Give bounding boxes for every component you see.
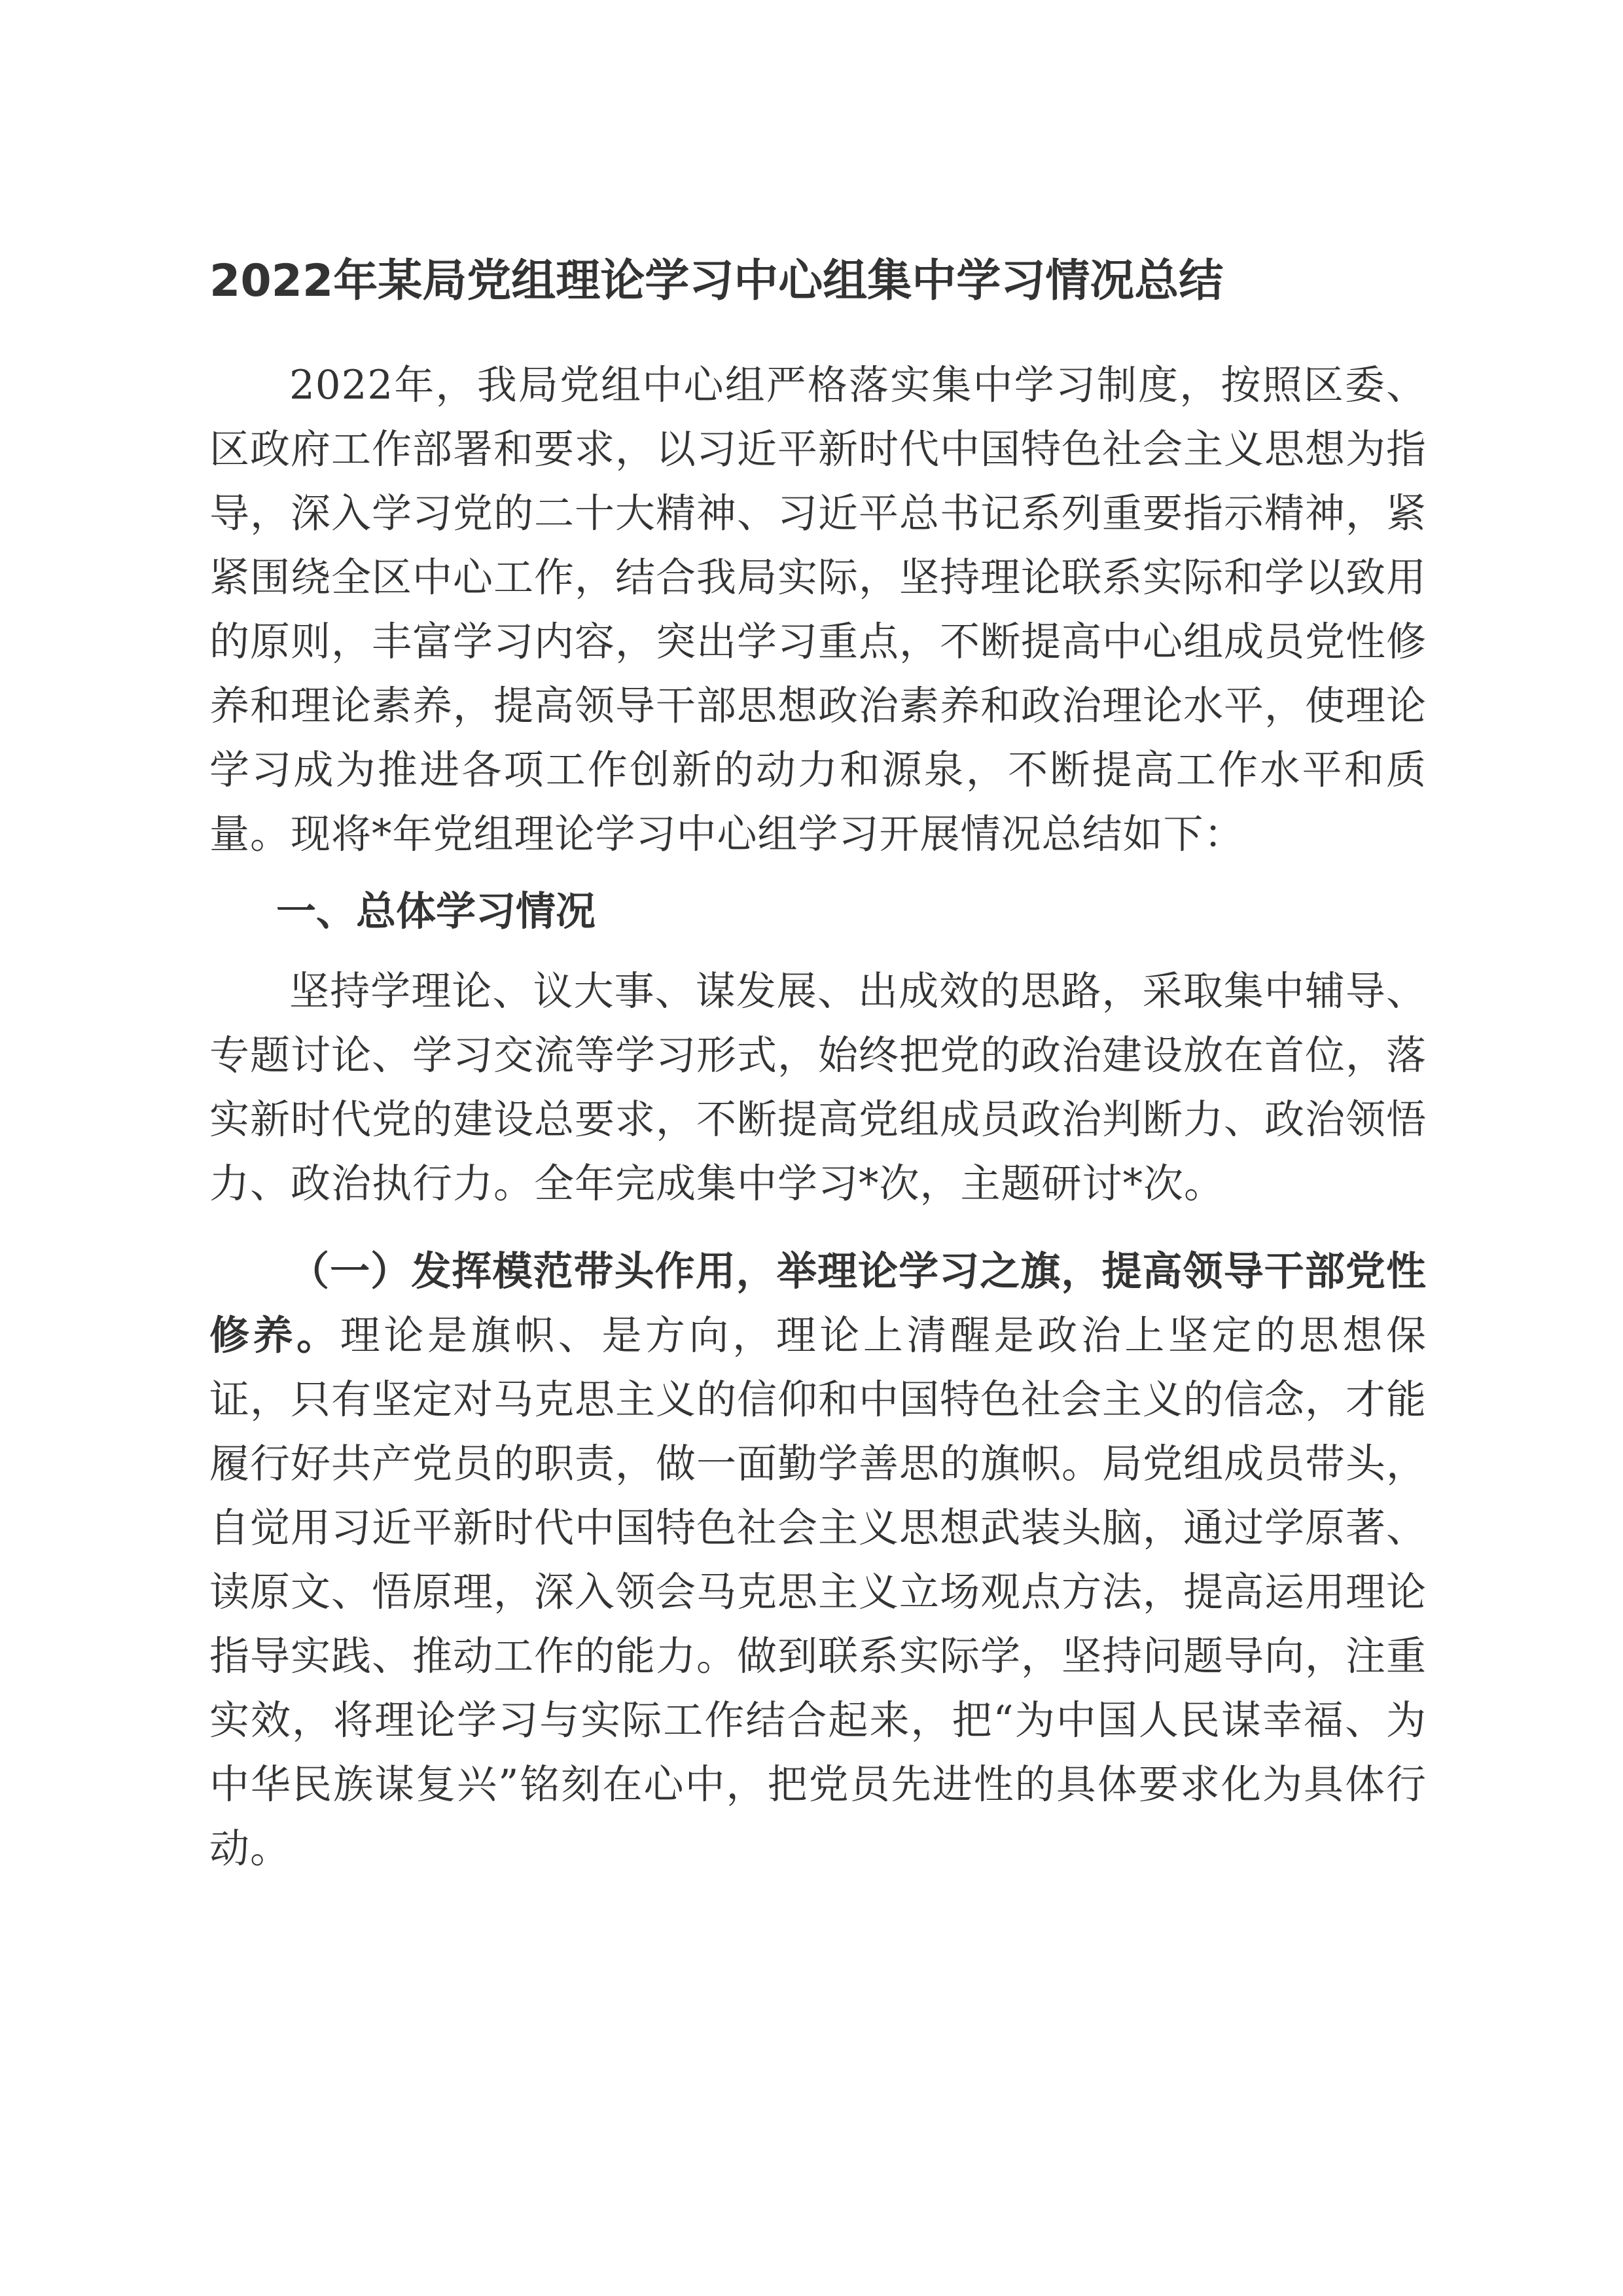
subsection-lead-1: （一）发挥模范带头作用，举理论学习之旗，提高领导干部党性修养。 (209, 1248, 1427, 1359)
document-title: 2022年某局党组理论学习中心组集中学习情况总结 (209, 255, 1224, 307)
subsection-body-1: 理论是旗帜、是方向，理论上清醒是政治上坚定的思想保证，只有坚定对马克思主义的信仰和中国特色社会主义的信念，才能履行好共产党员的职责，做一面勤学善思的旗帜。局党组成员带头，自觉用习近平新时代中国特色社会主义思想武装头脑，通过学原著、读原文、悟原理，深入领会马克思主义立场观点方法，提高运用理论指导实践、推动工作的能力。做到联系实际学，坚持问题导向，注重实效，将理论学习与实际工作结合起来，把“为中国人民谋幸福、为中华民族谋复兴”铭刻在心中，把党员先进性的具体要求化为具体行动。 (209, 1312, 1427, 1872)
subsection-paragraph-1 (209, 1240, 1427, 1881)
section-paragraph-overall: 坚持学理论、议大事、谋发展、出成效的思路，采取集中辅导、专题讨论、学习交流等学习形式，始终把党的政治建设放在首位，落实新时代党的建设总要求，不断提高党组成员政治判断力、政治领悟力、政治执行力。全年完成集中学习*次，主题研讨*次。 (209, 968, 1427, 1207)
document-page (209, 249, 1427, 1881)
section-heading-overall: 一、总体学习情况 (276, 888, 596, 935)
intro-paragraph: 2022年，我局党组中心组严格落实集中学习制度，按照区委、区政府工作部署和要求，以习近平新时代中国特色社会主义思想为指导，深入学习党的二十大精神、习近平总书记系列重要指示精神，紧紧围绕全区中心工作，结合我局实际，坚持理论联系实际和学以致用的原则，丰富学习内容，突出学习重点，不断提高中心组成员党性修养和理论素养，提高领导干部思想政治素养和政治理论水平，使理论学习成为推进各项工作创新的动力和源泉，不断提高工作水平和质量。现将*年党组理论学习中心组学习开展情况总结如下： (209, 362, 1427, 857)
